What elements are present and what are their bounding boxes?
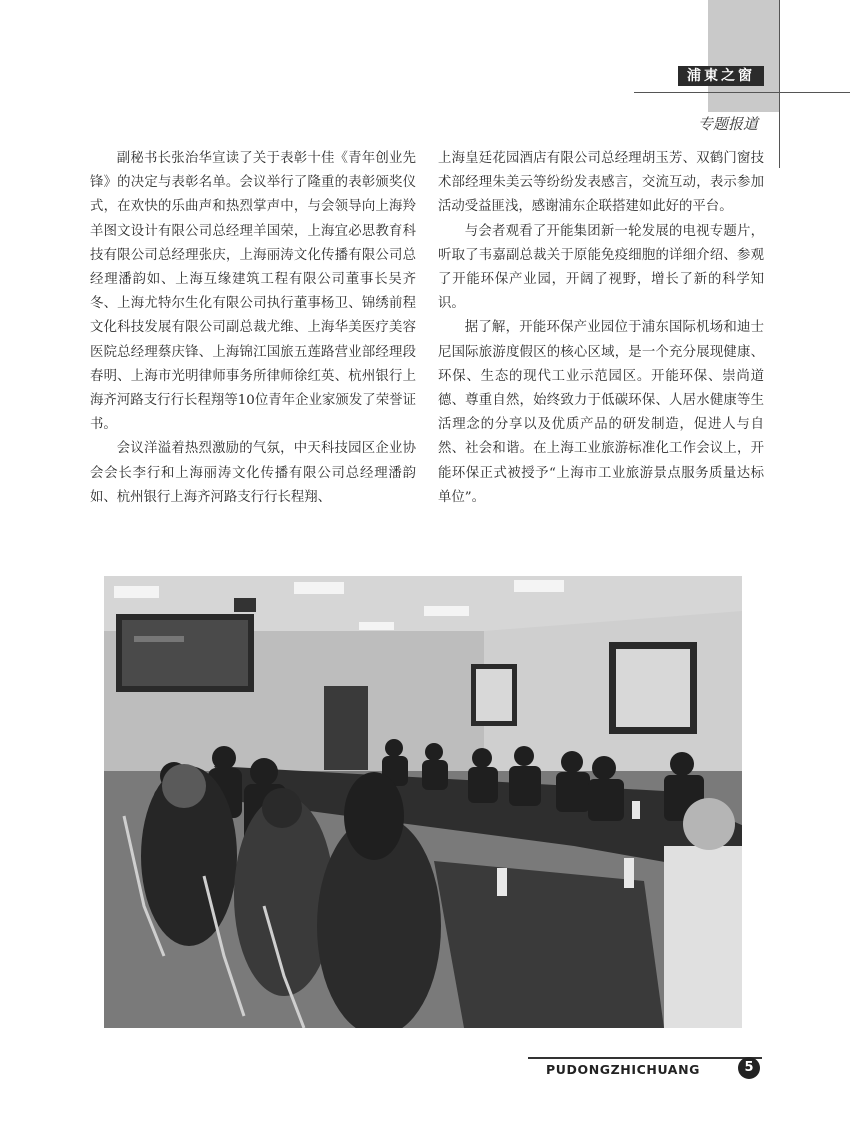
paragraph: 上海皇廷花园酒店有限公司总经理胡玉芳、双鹤门窗技术部经理朱美云等纷纷发表感言，交流互动，表示参加活动受益匪浅，感谢浦东企联搭建如此好的平台。	[438, 151, 764, 215]
ceiling-light	[424, 606, 469, 616]
article-right-column	[438, 147, 764, 510]
ceiling-light	[359, 622, 394, 630]
ceiling-light	[514, 580, 564, 592]
header-horizontal-rule	[634, 92, 850, 93]
water-bottle	[497, 868, 507, 896]
ceiling-light	[114, 586, 159, 598]
page-number: 5	[738, 1057, 760, 1079]
meeting-room-illustration	[104, 576, 742, 1028]
ceiling-light	[294, 582, 344, 594]
paragraph: 会议洋溢着热烈激励的气氛，中天科技园区企业协会会长李行和上海丽涛文化传播有限公司总经理潘韵如、杭州银行上海齐河路支行行长程翔、	[90, 441, 416, 505]
water-bottle	[624, 858, 634, 888]
water-bottle	[632, 801, 640, 819]
header-vertical-rule	[779, 0, 780, 168]
footer-magazine-name: PUDONGZHICHUANG	[546, 1062, 701, 1077]
paragraph: 副秘书长张治华宣读了关于表彰十佳《青年创业先锋》的决定与表彰名单。会议举行了隆重的表彰颁奖仪式，在欢快的乐曲声和热烈掌声中，与会领导向上海羚羊图文设计有限公司总经理羊国荣，上海宜必思教育科技有限公司总经理张庆，上海丽涛文化传播有限公司总经理潘韵如、上海互缘建筑工程有限公司董事长吴齐冬、上海尤特尔生化有限公司执行董事杨卫、锦绣前程文化科技发展有限公司副总裁尤维、上海华美医疗美容医院总经理蔡庆锋、上海锦江国旅五莲路营业部经理段春明、上海市光明律师事务所律师徐红英、杭州银行上海齐河路支行行长程翔等10位青年企业家颁发了荣誉证书。	[90, 151, 416, 433]
paragraph: 据了解，开能环保产业园位于浦东国际机场和迪士尼国际旅游度假区的核心区域，是一个充分展现健康、环保、生态的现代工业示范园区。开能环保、崇尚道德、尊重自然，始终致力于低碳环保、人居水健康等生活理念的分享以及优质产品的研发制造，促进人与自然、社会和谐。在上海工业旅游标准化工作会议上，开能环保正式被授予“上海市工业旅游景点服务质量达标单位”。	[438, 320, 764, 505]
door	[324, 686, 368, 770]
projector	[234, 598, 256, 612]
section-label: 专题报道	[697, 115, 758, 133]
paragraph: 与会者观看了开能集团新一轮发展的电视专题片，听取了韦嘉副总裁关于原能免疫细胞的详细介绍、参观了开能环保产业园，开阔了视野，增长了新的科学知识。	[438, 223, 764, 312]
meeting-photo	[104, 576, 742, 1028]
magazine-title-logo: 浦東之窗	[678, 66, 764, 86]
footer-rule	[528, 1057, 762, 1059]
article-left-column	[90, 147, 416, 510]
header-gray-tab	[708, 0, 780, 112]
